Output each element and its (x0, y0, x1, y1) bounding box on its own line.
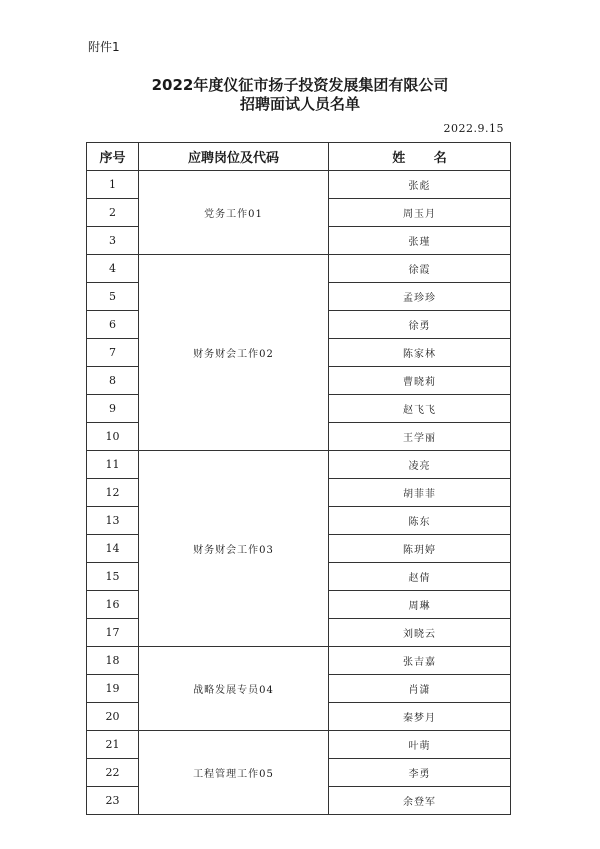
row-seq: 22 (87, 759, 139, 787)
table-row (87, 255, 511, 283)
position-cell: 财务财会工作03 (139, 451, 329, 647)
interview-list-table (86, 142, 511, 815)
row-seq: 6 (87, 311, 139, 339)
position-cell: 战略发展专员04 (139, 647, 329, 731)
row-seq: 4 (87, 255, 139, 283)
table-header-row (87, 143, 511, 171)
candidate-name: 李勇 (329, 759, 511, 787)
candidate-name: 余登军 (329, 787, 511, 815)
candidate-name: 王学丽 (329, 423, 511, 451)
position-cell: 党务工作01 (139, 171, 329, 255)
row-seq: 11 (87, 451, 139, 479)
candidate-name: 陈东 (329, 507, 511, 535)
candidate-name: 曹晓莉 (329, 367, 511, 395)
row-seq: 23 (87, 787, 139, 815)
document-date: 2022.9.15 (443, 122, 504, 135)
candidate-name: 陈家林 (329, 339, 511, 367)
candidate-name: 秦梦月 (329, 703, 511, 731)
row-seq: 14 (87, 535, 139, 563)
row-seq: 19 (87, 675, 139, 703)
row-seq: 9 (87, 395, 139, 423)
row-seq: 8 (87, 367, 139, 395)
row-seq: 12 (87, 479, 139, 507)
candidate-name: 赵飞飞 (329, 395, 511, 423)
candidate-name: 赵倩 (329, 563, 511, 591)
candidate-name: 肖潇 (329, 675, 511, 703)
row-seq: 2 (87, 199, 139, 227)
row-seq: 7 (87, 339, 139, 367)
table-row (87, 451, 511, 479)
candidate-name: 刘晓云 (329, 619, 511, 647)
position-cell: 财务财会工作02 (139, 255, 329, 451)
row-seq: 13 (87, 507, 139, 535)
table-row (87, 171, 511, 199)
row-seq: 5 (87, 283, 139, 311)
header-position: 应聘岗位及代码 (139, 143, 329, 171)
candidate-name: 周琳 (329, 591, 511, 619)
row-seq: 10 (87, 423, 139, 451)
candidate-name: 凌亮 (329, 451, 511, 479)
table-row (87, 731, 511, 759)
candidate-name: 叶萌 (329, 731, 511, 759)
header-name: 姓 名 (329, 143, 511, 171)
row-seq: 20 (87, 703, 139, 731)
row-seq: 16 (87, 591, 139, 619)
candidate-name: 张瑾 (329, 227, 511, 255)
candidate-name: 胡菲菲 (329, 479, 511, 507)
row-seq: 15 (87, 563, 139, 591)
row-seq: 18 (87, 647, 139, 675)
candidate-name: 孟珍珍 (329, 283, 511, 311)
table-row (87, 647, 511, 675)
document-subtitle: 招聘面试人员名单 (239, 95, 360, 113)
candidate-name: 周玉月 (329, 199, 511, 227)
table-body (87, 171, 511, 815)
candidate-name: 张吉嘉 (329, 647, 511, 675)
attachment-label: 附件1 (88, 40, 120, 54)
document-title: 2022年度仪征市扬子投资发展集团有限公司 (151, 76, 449, 94)
row-seq: 17 (87, 619, 139, 647)
row-seq: 3 (87, 227, 139, 255)
header-seq: 序号 (87, 143, 139, 171)
row-seq: 21 (87, 731, 139, 759)
candidate-name: 徐勇 (329, 311, 511, 339)
position-cell: 工程管理工作05 (139, 731, 329, 815)
candidate-name: 徐霞 (329, 255, 511, 283)
row-seq: 1 (87, 171, 139, 199)
candidate-name: 陈玥婷 (329, 535, 511, 563)
candidate-name: 张彪 (329, 171, 511, 199)
